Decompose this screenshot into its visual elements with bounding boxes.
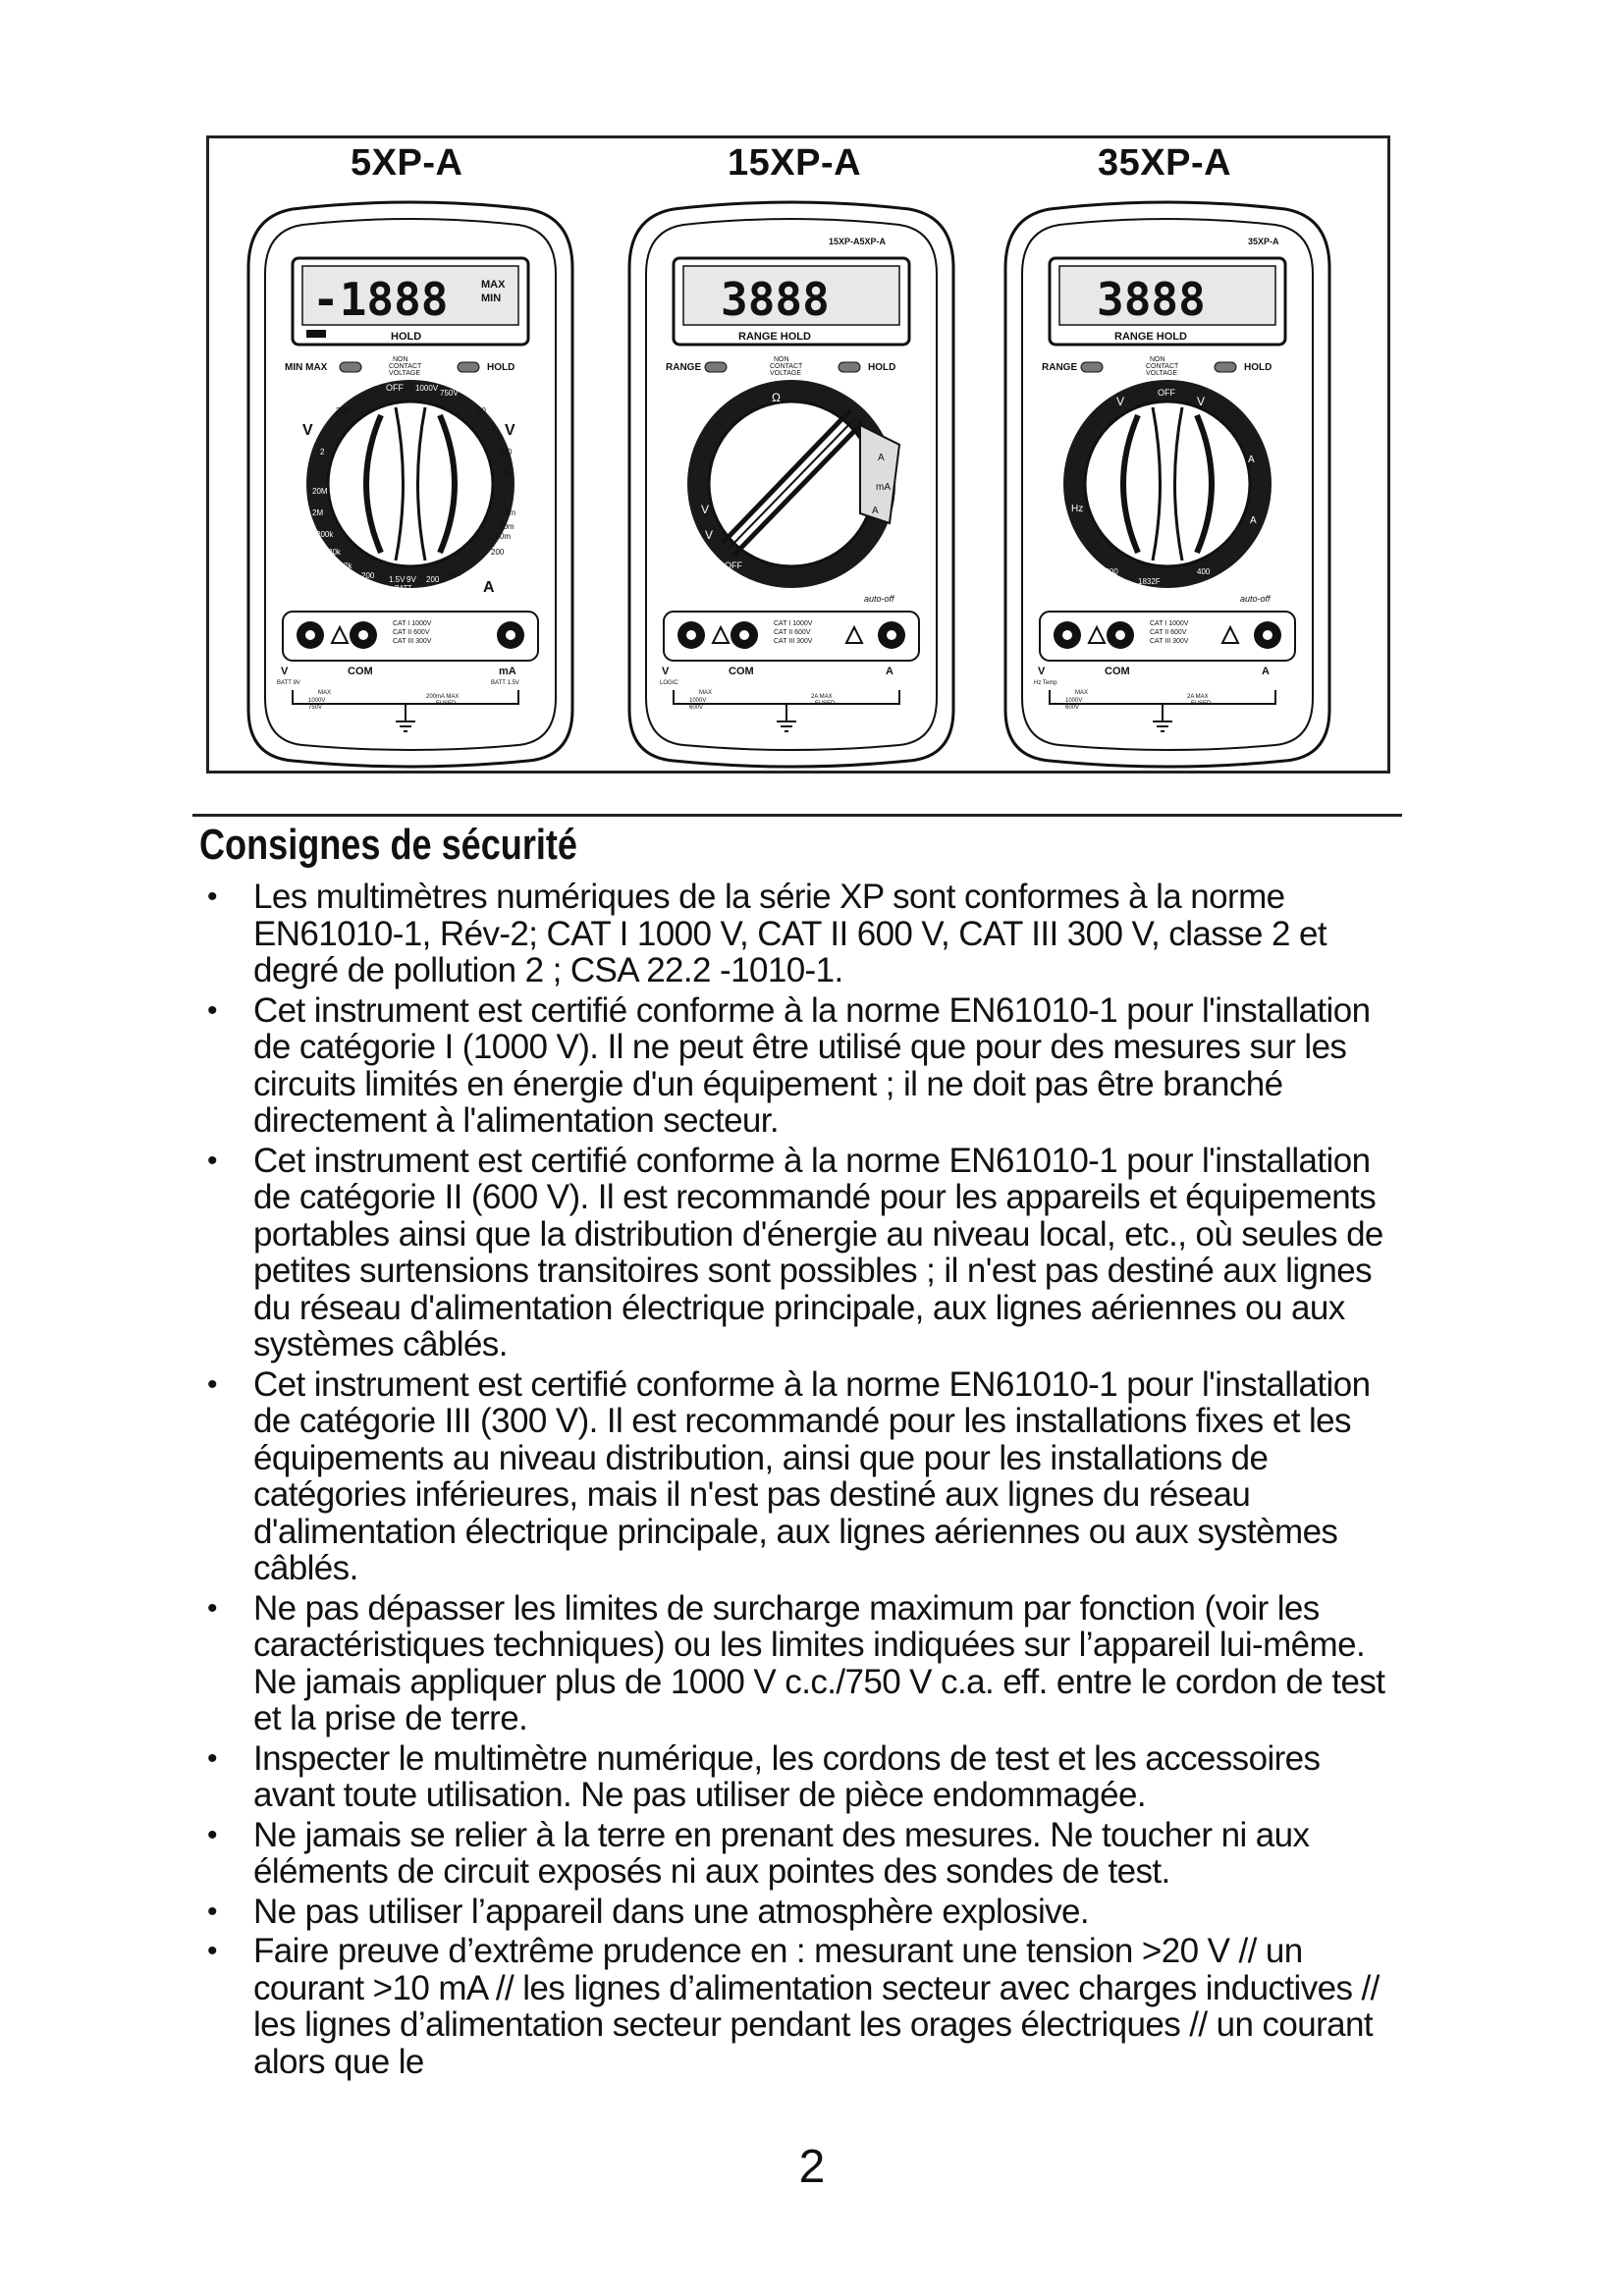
list-item (192, 1740, 1410, 1814)
safety-instructions-list (192, 879, 1410, 2083)
dial-mode-v-ac: V (302, 422, 313, 439)
rotary-dial (328, 401, 493, 566)
lcd-range-hold-label: RANGE HOLD (1114, 331, 1187, 343)
lcd-hold-label: HOLD (391, 331, 422, 343)
bullet-icon: • (207, 993, 217, 1027)
dial-mode-a: A (483, 579, 495, 596)
dial-ma-label: mA (876, 482, 891, 493)
list-item (192, 1933, 1410, 2080)
fused-label: FUSED (436, 701, 457, 707)
dial-v-ac-label: V (1116, 395, 1125, 408)
dial-a2-label: A (872, 506, 879, 516)
dial-label-2b: 2 (501, 491, 506, 500)
max-1000v-label: 1000V (689, 698, 707, 704)
dial-label-9v: 9V (406, 575, 416, 584)
fused-label: FUSED (1191, 701, 1212, 707)
dial-label-200e: 200 (426, 575, 440, 584)
jack-com-label: COM (729, 666, 754, 677)
list-item-text: Faire preuve d’extrême prudence en : mesurant une tension >20 V // un courant >10 mA // les lignes d’alimentation secteur avec charges inductives // les lignes d’alimentation secteur pendant les orages électriques // un courant alors que le (253, 1932, 1380, 2081)
list-item-text: Cet instrument est certifié conforme à la norme EN61010-1 pour l'installation de catégorie I (1000 V). Il ne peut être utilisé que pour des mesures sur les circuits limités en énergie d'un équipement ; il ne doit pas être branché directement à l'alimentation secteur. (253, 990, 1371, 1140)
range-button-label: RANGE (666, 362, 702, 373)
dial-off-label: OFF (725, 561, 742, 570)
dial-hz-label: Hz (1071, 504, 1084, 514)
lcd-digits: 3888 (721, 273, 830, 326)
list-item-text: Ne jamais se relier à la terre en prenant des mesures. Ne toucher ni aux éléments de circuit exposés ni aux pointes des sondes de test. (253, 1815, 1310, 1891)
list-item-text: Inspecter le multimètre numérique, les cordons de test et les accessoires avant toute utilisation. Ne pas utiliser de pièce endommagée. (253, 1738, 1321, 1814)
dial-a2-label: A (1250, 515, 1257, 526)
model-title-35xp-a: 35XP-A (1098, 142, 1232, 184)
cat1-label: CAT I 1000V (774, 620, 813, 627)
list-item-text: Ne pas utiliser l’appareil dans une atmosphère explosive. (253, 1892, 1090, 1931)
auto-off-label: auto-off (864, 594, 894, 604)
dial-label-20M: 20M (312, 487, 328, 496)
jack-com-label: COM (348, 666, 373, 677)
lcd-range-hold-label: RANGE HOLD (738, 331, 811, 343)
jack-a-label: A (1262, 666, 1270, 677)
fuse-max-label: 2A MAX (811, 694, 833, 700)
battery-icon (306, 330, 326, 338)
list-item (192, 1143, 1410, 1363)
logic-label: LOGIC (660, 680, 678, 686)
lcd-min-label: MIN (481, 293, 502, 304)
list-item-text: Cet instrument est certifié conforme à la norme EN61010-1 pour l'installation de catégorie III (300 V). Il est recommandé pour les installations fixes et les équipements au niveau distribution, ainsi que pour les installations de catégories inférieures, mais il n'est pas destiné aux lignes du réseau d'alimentation électrique principale, aux lignes aériennes ou aux systèmes câblés. (253, 1364, 1371, 1587)
hold-button-label: HOLD (868, 362, 896, 373)
dial-label-batt: BATT (395, 585, 412, 592)
jack-com-label: COM (1105, 666, 1130, 677)
lcd-digits: -1888 (312, 273, 449, 326)
jack-a-label: A (886, 666, 893, 677)
auto-off-label: auto-off (1240, 594, 1271, 604)
fused-label: FUSED (815, 701, 836, 707)
list-item (192, 1590, 1410, 1737)
dial-label-20: 20 (477, 406, 486, 415)
cat1-label: CAT I 1000V (1150, 620, 1189, 627)
dial-v-dc-label: V (1197, 395, 1206, 408)
range-button-label: RANGE (1042, 362, 1078, 373)
max-label: MAX (1075, 690, 1089, 696)
jack-v-label: V (1038, 666, 1046, 677)
batt9v-label: BATT 9V (277, 680, 300, 686)
dial-label-2M: 2M (312, 508, 324, 517)
dial-label-2m: 2m (505, 508, 516, 517)
ncv-label-2: CONTACT (770, 363, 803, 370)
list-item (192, 879, 1410, 989)
rotary-dial (1085, 401, 1250, 566)
ncv-label-3: VOLTAGE (1146, 370, 1178, 377)
hold-button-label: HOLD (1244, 362, 1272, 373)
dial-label-200m: 200m (491, 532, 512, 541)
model-tag: 15XP-A5XP-A (829, 237, 887, 246)
batt15v-label: BATT 1.5V (491, 680, 519, 686)
dial-a-label: A (1248, 454, 1255, 465)
fuse-max-label: 200mA MAX (426, 694, 460, 700)
bullet-icon: • (207, 1895, 217, 1928)
hold-button-label: HOLD (487, 362, 515, 373)
ncv-label-1: NON (774, 356, 789, 363)
max-600v-label: 600V (689, 705, 704, 711)
bullet-icon: • (207, 1144, 217, 1177)
dial-label-2: 2 (491, 424, 496, 433)
dial-label-200: 200 (336, 406, 350, 415)
ncv-label-2: CONTACT (1146, 363, 1179, 370)
list-item (192, 1894, 1410, 1931)
dial-label-20b: 20 (501, 469, 510, 478)
list-item (192, 1366, 1410, 1587)
section-divider (192, 814, 1402, 817)
lcd-digits: 3888 (1097, 273, 1206, 326)
bullet-icon: • (207, 1741, 217, 1775)
fuse-max-label: 2A MAX (1187, 694, 1209, 700)
max-1000v-label: 1000V (308, 698, 326, 704)
meter-35xp-a-drawing (991, 199, 1344, 769)
dial-v-dc-label: V (705, 528, 714, 542)
max-750v-label: 750V (308, 705, 323, 711)
dial-1000-label: 1000 (1101, 567, 1118, 576)
dial-ohm-label: Ω (772, 391, 781, 404)
dial-750v-label: 750V (440, 389, 459, 398)
cat2-label: CAT II 600V (774, 629, 811, 636)
dial-label-200b: 200 (499, 448, 513, 456)
meter-5xp-a-drawing (234, 199, 587, 769)
page-number: 2 (798, 2141, 826, 2193)
bullet-icon: • (207, 1591, 217, 1625)
dial-v-ac-label: V (701, 503, 710, 516)
dial-label-20k: 20k (328, 548, 341, 557)
cat2-label: CAT II 600V (393, 629, 430, 636)
list-item-text: Ne pas dépasser les limites de surcharge maximum par fonction (voir les caractéristiques techniques) ou les limites indiquées sur l’appareil lui-même. Ne jamais appliquer plus de 1000 V c.c./750 V c.a. eff. entre le cordon de test et la prise de terre. (253, 1588, 1385, 1737)
cat3-label: CAT III 300V (774, 638, 813, 645)
max-1000v-label: 1000V (1065, 698, 1083, 704)
meter-5xp-a (234, 199, 587, 769)
meter-15xp-a-drawing (615, 199, 968, 769)
dial-mode-v-dc: V (505, 422, 515, 439)
dial-1000v-label: 1000V (415, 384, 439, 393)
dial-label-200c: 200 (491, 548, 505, 557)
meter-35xp-a (991, 199, 1344, 769)
max-label: MAX (699, 690, 713, 696)
list-item-text: Les multimètres numériques de la série XP sont conformes à la norme EN61010-1, Rév-2; CAT I 1000 V, CAT II 600 V, CAT III 300 V, classe 2 et degré de pollution 2 ; CSA 22.2 -1010-1. (253, 878, 1327, 989)
bullet-icon: • (207, 1818, 217, 1851)
dial-label-200d: 200 (361, 571, 375, 580)
bullet-icon: • (207, 881, 217, 913)
model-title-5xp-a: 5XP-A (351, 142, 463, 184)
dial-label-2k: 2k (344, 561, 352, 570)
ncv-label-1: NON (1150, 356, 1165, 363)
ncv-label-1: NON (393, 356, 408, 363)
section-title: Consignes de sécurité (199, 821, 577, 869)
ncv-label-3: VOLTAGE (389, 370, 421, 377)
lcd-max-label: MAX (481, 279, 506, 291)
bullet-icon: • (207, 1935, 217, 1967)
cat3-label: CAT III 300V (1150, 638, 1189, 645)
meter-15xp-a (615, 199, 968, 769)
jack-ma-label: mA (499, 666, 516, 677)
dial-1832f-label: 1832F (1138, 577, 1161, 586)
max-label: MAX (318, 690, 332, 696)
multimeter-figure (206, 135, 1390, 774)
hz-temp-label: Hz Temp (1034, 680, 1057, 686)
cat1-label: CAT I 1000V (393, 620, 432, 627)
ncv-label-3: VOLTAGE (770, 370, 802, 377)
jack-v-label: V (662, 666, 670, 677)
jack-v-label: V (281, 666, 289, 677)
list-item (192, 992, 1410, 1140)
model-title-15xp-a: 15XP-A (728, 142, 862, 184)
dial-label-2c: 2 (320, 448, 325, 456)
dial-a-label: A (878, 453, 885, 463)
bullet-icon: • (207, 1367, 217, 1401)
min-max-button-label: MIN MAX (285, 362, 328, 373)
ncv-label-2: CONTACT (389, 363, 422, 370)
cat2-label: CAT II 600V (1150, 629, 1187, 636)
dial-label-1-5v: 1.5V (389, 575, 406, 584)
dial-label-2m-b: 2m (450, 569, 461, 578)
min-max-button (340, 362, 361, 372)
cat3-label: CAT III 300V (393, 638, 432, 645)
model-tag: 35XP-A (1248, 237, 1279, 246)
dial-400-label: 400 (1197, 567, 1211, 576)
dial-off-label: OFF (1158, 388, 1175, 398)
list-item (192, 1817, 1410, 1891)
list-item-text: Cet instrument est certifié conforme à la norme EN61010-1 pour l'installation de catégorie II (600 V). Il est recommandé pour les appareils et équipements portables ainsi que la distribution d'énergie au niveau local, etc., où seules de petites surtensions transitoires sont possibles ; il n'est pas destiné aux lignes du réseau d'alimentation électrique principale, aux lignes aériennes ou aux systèmes câblés. (253, 1141, 1383, 1363)
max-600v-label: 600V (1065, 705, 1080, 711)
dial-off-label: OFF (386, 383, 404, 393)
dial-label-200k: 200k (316, 530, 334, 539)
dial-label-20m: 20m (499, 522, 514, 531)
